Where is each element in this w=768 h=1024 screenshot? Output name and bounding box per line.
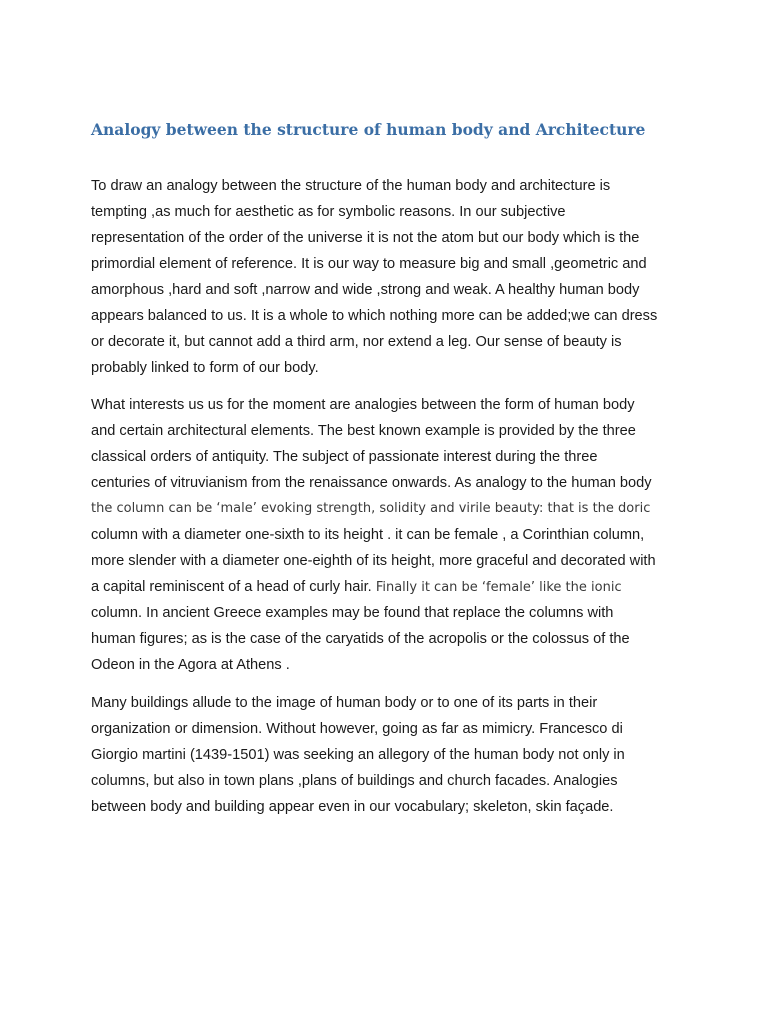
text-line: To draw an analogy between the structure of the human body and architecture is [91,178,611,194]
text-line: or decorate it, but cannot add a third arm, nor extend a leg. Our sense of beauty is [91,334,622,350]
text-segment: a capital reminiscent of a head of curly hair. [91,579,372,595]
text-line: tempting ,as much for aesthetic as for symbolic reasons. In our subjective [91,204,566,220]
text-line: What interests us us for the moment are analogies between the form of human body [91,397,635,413]
text-line-mixed [91,574,691,600]
text-line: more slender with a diameter one-eighth of its height, more graceful and decorated with [91,553,656,569]
text-line: amorphous ,hard and soft ,narrow and wide ,strong and weak. A healthy human body [91,282,640,298]
text-line: centuries of vitruvianism from the renaissance onwards. As analogy to the human body [91,475,652,491]
text-line: primordial element of reference. It is our way to measure big and small ,geometric and [91,256,647,272]
text-line: columns, but also in town plans ,plans of buildings and church facades. Analogies [91,773,618,789]
text-segment-alt: Finally it can be ‘female’ like the ionic [371,580,622,595]
text-line: representation of the order of the universe it is not the atom but our body which is the [91,230,640,246]
document-title: Analogy between the structure of human body and Architecture [91,120,646,139]
text-line: classical orders of antiquity. The subject of passionate interest during the three [91,449,598,465]
text-line: column. In ancient Greece examples may be found that replace the columns with [91,605,614,621]
text-line: and certain architectural elements. The best known example is provided by the three [91,423,636,439]
paragraph-3 [91,690,691,820]
text-line: human figures; as is the case of the caryatids of the acropolis or the colossus of the [91,631,630,647]
paragraph-1 [91,173,691,381]
text-line: probably linked to form of our body. [91,360,319,376]
text-line: Odeon in the Agora at Athens . [91,657,290,673]
text-line: between body and building appear even in our vocabulary; skeleton, skin façade. [91,799,614,815]
text-line: organization or dimension. Without however, going as far as mimicry. Francesco di [91,721,623,737]
text-line: Many buildings allude to the image of human body or to one of its parts in their [91,695,598,711]
text-line: appears balanced to us. It is a whole to which nothing more can be added;we can dress [91,308,658,324]
text-line: column with a diameter one-sixth to its height . it can be female , a Corinthian column, [91,527,645,543]
text-line: Giorgio martini (1439-1501) was seeking an allegory of the human body not only in [91,747,625,763]
paragraph-2 [91,392,691,678]
text-line: the column can be ‘male’ evoking strength, solidity and virile beauty: that is the doric [91,501,651,516]
